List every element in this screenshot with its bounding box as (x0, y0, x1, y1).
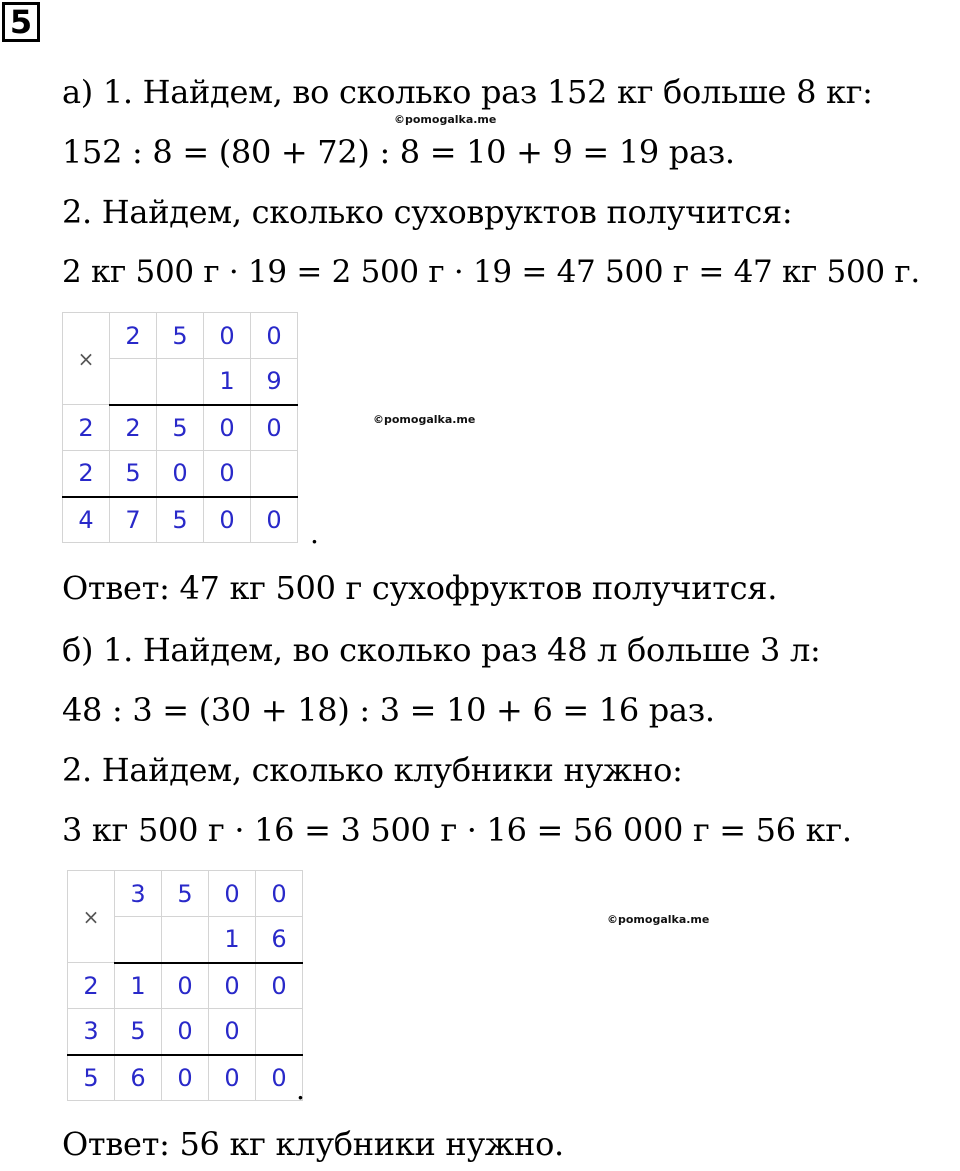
table-cell: 0 (256, 871, 303, 917)
table-cell: 2 (63, 451, 110, 497)
table-cell (251, 451, 298, 497)
table-cell: 7 (110, 497, 157, 543)
table-cell (115, 917, 162, 963)
part-b-multiplication-table (67, 870, 303, 1101)
watermark: ©pomogalka.me (394, 113, 497, 126)
table-cell: 5 (110, 451, 157, 497)
table-cell: 6 (115, 1055, 162, 1101)
table-cell (162, 917, 209, 963)
table-cell: 5 (162, 871, 209, 917)
watermark: ©pomogalka.me (607, 913, 710, 926)
table-cell: 3 (68, 1009, 115, 1055)
part-b-calc1: 48 : 3 = (30 + 18) : 3 = 10 + 6 = 16 раз. (62, 691, 715, 729)
part-a-calc2: 2 кг 500 г · 19 = 2 500 г · 19 = 47 500 г = 47 кг 500 г. (62, 254, 920, 290)
table-cell: 9 (251, 359, 298, 405)
part-b-step2: 2. Найдем, сколько клубники нужно: (62, 751, 683, 789)
table-cell (110, 359, 157, 405)
table-cell: 0 (204, 497, 251, 543)
table-cell: 5 (157, 497, 204, 543)
table-cell: 0 (251, 405, 298, 451)
table-cell: 2 (110, 313, 157, 359)
multiply-icon: × (68, 871, 115, 963)
table-cell: 4 (63, 497, 110, 543)
part-b-calc2: 3 кг 500 г · 16 = 3 500 г · 16 = 56 000 г = 56 кг. (62, 811, 852, 849)
table-cell: 3 (115, 871, 162, 917)
table-cell: 0 (162, 963, 209, 1009)
table-cell: 2 (110, 405, 157, 451)
table-cell: 5 (157, 313, 204, 359)
table-cell: 0 (162, 1055, 209, 1101)
table-cell: 0 (204, 451, 251, 497)
table-cell (157, 359, 204, 405)
table-cell: 5 (157, 405, 204, 451)
table-cell: 0 (157, 451, 204, 497)
table-cell: 5 (68, 1055, 115, 1101)
problem-number-badge: 5 (2, 2, 40, 42)
table-cell: 0 (162, 1009, 209, 1055)
table-cell: 0 (209, 871, 256, 917)
table-cell: 0 (209, 963, 256, 1009)
multiply-icon: × (63, 313, 110, 405)
part-a-step2: 2. Найдем, сколько суховруктов получится: (62, 193, 793, 231)
part-a-step1: а) 1. Найдем, во сколько раз 152 кг больше 8 кг: (62, 73, 873, 111)
table-cell: 1 (204, 359, 251, 405)
table-cell: 0 (251, 497, 298, 543)
table-cell: 0 (204, 313, 251, 359)
table-cell: 1 (115, 963, 162, 1009)
part-a-calc1: 152 : 8 = (80 + 72) : 8 = 10 + 9 = 19 раз. (62, 133, 735, 171)
table-cell: 5 (115, 1009, 162, 1055)
table-cell: 0 (256, 963, 303, 1009)
part-a-multiplication-table (62, 312, 298, 543)
table-cell: 0 (251, 313, 298, 359)
period-mark: . (310, 517, 319, 550)
watermark: ©pomogalka.me (373, 413, 476, 426)
table-cell: 0 (209, 1055, 256, 1101)
period-mark: . (296, 1073, 305, 1106)
table-cell: 2 (63, 405, 110, 451)
part-b-answer: Ответ: 56 кг клубники нужно. (62, 1125, 564, 1163)
table-cell: 1 (209, 917, 256, 963)
table-cell (256, 1009, 303, 1055)
part-b-step1: б) 1. Найдем, во сколько раз 48 л больше 3 л: (62, 631, 821, 669)
table-cell: 0 (256, 1055, 303, 1101)
table-cell: 0 (204, 405, 251, 451)
table-cell: 2 (68, 963, 115, 1009)
table-cell: 0 (209, 1009, 256, 1055)
part-a-answer: Ответ: 47 кг 500 г сухофруктов получится. (62, 569, 778, 607)
table-cell: 6 (256, 917, 303, 963)
